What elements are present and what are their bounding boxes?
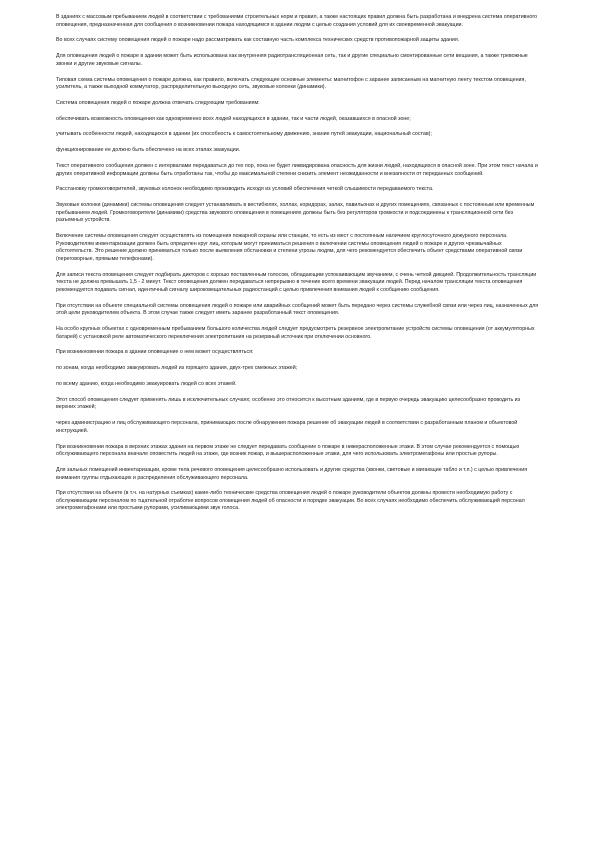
paragraph: Звуковые колонки (динамики) системы оповещения следует устанавливать в вестибюлях, холлах, коридорах, залах, павильонах и других помещениях, связанных с постоянным или временным пребыванием людей. Громкоговорители (динамики) средства звукового оповещения в помещениях должны быть без регуляторов громкости и подсоединены к трансляционной сети без разъемных устройств.	[56, 202, 535, 224]
paragraph: В зданиях с массовым пребыванием людей в соответствии с требованиями строительных норм и правил, а также настоящих правил должна быть разработана и внедрена система оперативного оповещения, предназначенная для сообщения о возникновении пожара находящимся в здании людям с целью создания условий для их своевременной эвакуации.	[56, 14, 538, 28]
paragraph: На особо крупных объектах с одновременным пребыванием большого количества людей следует предусмотреть резервное электропитание устройств системы оповещения (от аккумуляторных батарей) с установкой реле автоматического переключения электропитания на резервный источник при отключении основного.	[56, 326, 535, 340]
paragraph: Система оповещения людей о пожаре должна отвечать следующим требованиям:	[56, 99, 260, 106]
list-item: через администрацию и лиц обслуживающего персонала, принимающих после обнаружения пожара решение об эвакуации людей в соответствии с разработанным планом и объектовой инструкцией.	[56, 420, 518, 434]
paragraph: Для зальных помещений инвентаризации, кроме тела речевого оповещения целесообразно использовать и другие средства (звонки, световые и мигающие табло и т.п.) с целью привлечения внимания группы отдыхающих и распределения обслуживающего персонала.	[56, 466, 528, 481]
list-item: по всему зданию, когда необходимо эвакуировать людей со всех этажей.	[56, 381, 237, 387]
paragraph: Включение системы оповещения следует осуществлять из помещения пожарной охраны или станции, то есть из мест с постоянным наличием круглосуточного дежурного персонала. Руководителям инвентаризации должен быть определен круг лиц, которым могут приниматься решения о включении системы оповещения людей о пожаре и других чрезвычайных обстоятельств. Это решение должно приниматься только после выявления обстановки и степени угрозы людям, для чего рекомендуется обеспечить объект средствами оперативной связи (переговорные, прямыми телефонами).	[56, 233, 523, 262]
paragraph: При возникновении пожара в верхних этажах здания на первом этаже не следует передавать сообщение о пожаре в нижерасположенные этажи. В этом случае рекомендуется с помощью обслуживающего персонала вначале оповестить людей на этаже, где возник пожар, и вышерасположенные этажи, для чего использовать электромегафоны или простые рупоры.	[56, 443, 520, 458]
paragraph: Для оповещения людей о пожаре в здании может быть использована как внутренняя радиотрансляционная сеть, так и другие специально смонтированные сети вещания, а также тревожные звонки и другие звуковые сигналы.	[56, 53, 528, 67]
paragraph: Во всех случаях систему оповещения людей о пожаре надо рассматривать как составную часть комплекса технических средств противопожарной защиты здания.	[56, 37, 460, 44]
paragraph: При возникновении пожара в здании оповещение о нем может осуществляться:	[56, 349, 254, 356]
document-page	[56, 14, 540, 521]
list-item: функционирование ее должно быть обеспечено на всех этапах эвакуации.	[56, 147, 241, 154]
paragraph: При отсутствии на объекте специальной системы оповещения людей о пожаре или аварийных сообщений может быть передано через системы служебной связи или через лиц, назначенных для этой цели руководителем объекта. В этом случае также следует иметь заранее разработанный текст оповещения.	[56, 302, 539, 317]
paragraph: Этот способ оповещения следует применять лишь в исключительных случаях; особенно это относится к высотным зданиям, где в первую очередь эвакуацию целесообразно проводить из верхних этажей;	[56, 396, 521, 411]
paragraph: Текст оперативного сообщения должен с интервалами передаваться до тех пор, пока не будет ликвидирована опасность для жизни людей, находящихся в опасной зоне. При этом текст начала и других оперативной информации должны быть отработаны так, чтобы до максимальной степени снизить элемент неожиданности и внезапности от переданных сообщений.	[56, 163, 538, 177]
paragraph: Типовая схема системы оповещения о пожаре должна, как правило, включать следующие основные элементы: магнитофон с заранее записанным на магнитную ленту текстом оповещения, усилитель, а также выходной коммутатор, распределительную выходную сеть, звуковые колонки (динамики).	[56, 76, 526, 91]
list-item: по зонам, когда необходимо эвакуировать людей из горящего здания, двух-трех смежных этажей;	[56, 365, 298, 372]
list-item: учитывать особенности людей, находящихся в здании (их способность к самостоятельному движению, знание путей эвакуации, национальный состав);	[56, 131, 432, 138]
list-item: обеспечивать возможность оповещения как одновременно всех людей находящихся в здании, так и части людей, оказавшихся в опасной зоне;	[56, 115, 411, 122]
paragraph: Для записи текста оповещения следует подбирать дикторов с хорошо поставленным голосом, обладающим успокаивающим звучанием, с очень четкой дикцией. Продолжительность трансляции текста не должна превышать 1,5 - 2 минут. Текст оповещения должен передаваться непрерывно в течение всего времени эвакуации людей. Перед началом трансляции текста оповещения рекомендуется подавать сигнал, идентичный сигналу широковещательных радиостанций с целью привлечения внимания людей к сообщению сообщения.	[56, 271, 537, 293]
paragraph: При отсутствии на объекте (в т.ч. на натурных съемках) какие-либо технические средства оповещения людей о пожаре руководители объектов должны провести необходимую работу с обслуживающим персоналом по тщательной отработке вопросов оповещения людей об опасности и порядке эвакуации. Во всех случаях необходимо обеспечить обслуживающий персонал электромегафонами или простыми рупорами, усиливающими звук голоса.	[56, 490, 525, 512]
paragraph: Расстановку громкоговорителей, звуковых колонок необходимо производить исходя из условий обеспечения четкой слышимости передаваемого текста.	[56, 186, 434, 193]
